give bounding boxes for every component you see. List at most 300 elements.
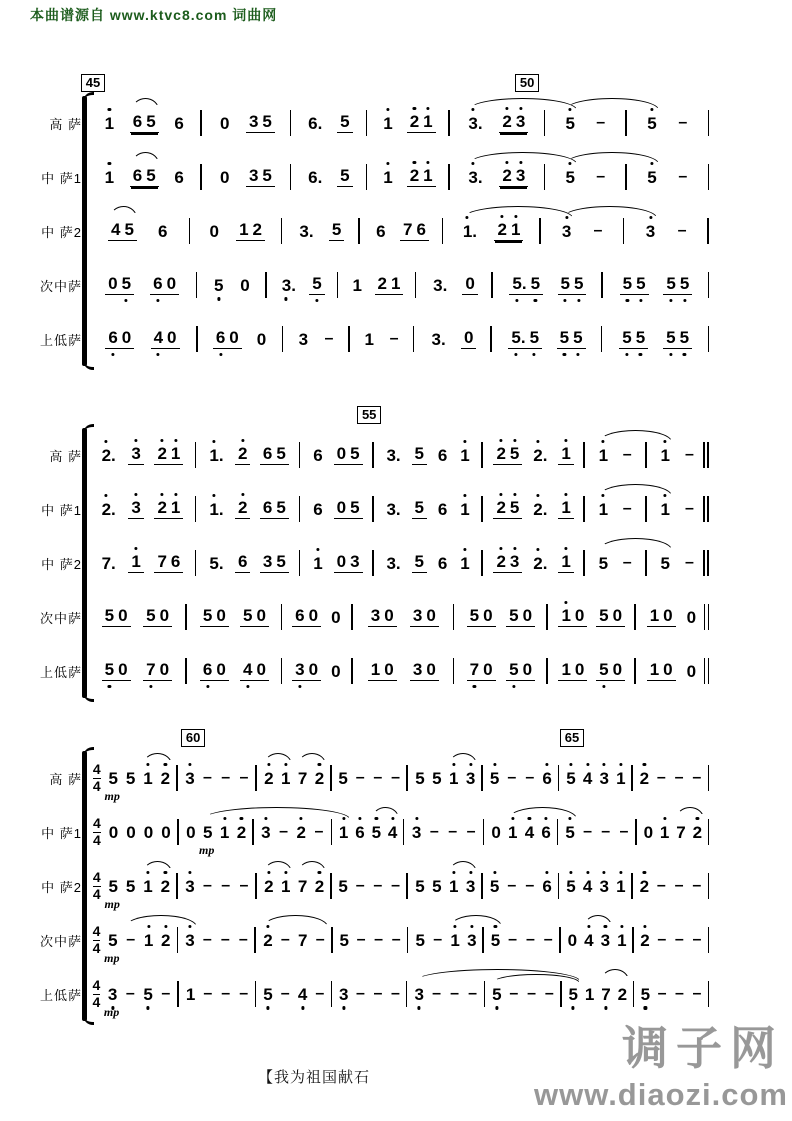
note: 6	[416, 220, 426, 239]
beamed-note-group	[506, 661, 535, 681]
note: 5	[488, 770, 501, 787]
note: 3.	[433, 275, 448, 295]
note: 3.	[386, 553, 401, 573]
measure	[454, 644, 548, 698]
beamed-note-group	[596, 607, 625, 627]
note: 2	[236, 499, 249, 516]
beamed-note-group	[246, 113, 275, 133]
rest-dash: –	[220, 931, 230, 948]
note: 0	[166, 274, 177, 293]
note: 0	[220, 113, 230, 133]
octave-dot-above	[463, 440, 466, 443]
dynamic-marking: mp	[199, 842, 215, 857]
octave-dot-below	[514, 353, 517, 356]
note: 3.	[386, 445, 401, 465]
time-signature	[93, 870, 101, 902]
rest-dash: –	[450, 985, 460, 1002]
beamed-note-group	[260, 499, 289, 519]
note: 2	[500, 113, 513, 130]
measure	[291, 96, 367, 150]
beamed-note-group	[329, 221, 344, 241]
staff-row	[87, 913, 709, 967]
rest-dash: –	[373, 769, 383, 786]
note: 3.	[299, 221, 314, 241]
beamed-note-group	[506, 607, 535, 627]
staff-label: 高 萨	[49, 448, 82, 464]
note: 5	[563, 824, 576, 841]
staff-label-column	[28, 406, 82, 698]
note: 0	[686, 661, 697, 681]
barline	[707, 442, 709, 468]
system-rows	[87, 74, 709, 366]
beamed-note-group	[499, 167, 528, 187]
measure	[87, 204, 190, 258]
beamed-note-group	[128, 553, 143, 573]
final-double-barline	[704, 658, 706, 684]
time-signature-numerator: 4	[92, 923, 101, 940]
measure	[87, 96, 202, 150]
note: 0	[483, 606, 493, 625]
octave-dot-below	[602, 685, 605, 688]
measure	[87, 590, 187, 644]
note: 5	[599, 606, 609, 625]
staff-row	[87, 644, 709, 698]
rest-dash: –	[601, 823, 611, 840]
note: 5	[146, 112, 156, 131]
staff-label: 中 萨2	[41, 224, 82, 240]
note: 0	[574, 660, 585, 679]
octave-dot-above	[147, 925, 150, 928]
octave-dot-above	[494, 925, 497, 928]
octave-dot-above	[264, 817, 267, 820]
staff-row	[87, 150, 709, 204]
staff-label: 上低萨	[39, 987, 82, 1003]
note: 5	[338, 876, 348, 896]
time-signature	[93, 762, 101, 794]
octave-dot-above	[164, 925, 167, 928]
measure	[267, 258, 339, 312]
note: 5	[469, 606, 480, 625]
staff-label: 中 萨1	[41, 502, 82, 518]
barline	[708, 765, 710, 791]
note: 1	[185, 984, 196, 1004]
measure	[485, 967, 561, 1021]
note: 6	[540, 770, 553, 787]
staff-label: 中 萨1	[41, 825, 82, 841]
beamed-note-group	[260, 553, 289, 573]
measure	[178, 859, 257, 913]
beamed-note-group	[150, 275, 179, 295]
note: 1	[370, 660, 381, 679]
octave-dot-above	[415, 817, 418, 820]
note: 1	[337, 824, 350, 841]
beamed-note-group	[105, 329, 134, 349]
note: 6	[437, 499, 448, 519]
beamed-note-group	[493, 553, 522, 573]
beamed-note-group	[493, 499, 522, 519]
measure	[178, 751, 257, 805]
system-rows	[87, 729, 709, 1021]
measure	[87, 258, 197, 312]
note: 0	[240, 275, 250, 295]
rest-dash: –	[544, 985, 554, 1002]
note: 5	[146, 606, 156, 625]
note: 5	[104, 606, 115, 625]
rest-dash: –	[429, 823, 439, 840]
note: 5.	[510, 275, 528, 292]
note: 2	[159, 878, 172, 895]
note: 2	[262, 878, 275, 895]
octave-dot-below	[149, 685, 152, 688]
octave-dot-above	[514, 215, 517, 218]
note: 3	[350, 552, 360, 571]
octave-dot-below	[604, 1006, 607, 1009]
note: 2	[155, 445, 168, 462]
octave-dot-above	[536, 440, 539, 443]
beamed-note-group	[105, 275, 134, 295]
note: 5	[563, 169, 576, 186]
note: 0	[126, 822, 136, 842]
rest-dash: –	[374, 931, 384, 948]
measure	[545, 96, 626, 150]
note: 0	[663, 660, 673, 679]
octave-dot-above	[454, 925, 457, 928]
octave-dot-above	[650, 108, 653, 111]
note: 3	[183, 878, 196, 895]
note: 0	[483, 660, 493, 679]
octave-dot-below	[111, 353, 114, 356]
note: 5	[664, 275, 677, 292]
note: 5	[415, 930, 425, 950]
note: 1	[103, 115, 116, 132]
note: 6	[157, 221, 168, 241]
measure	[257, 751, 332, 805]
octave-dot-above	[650, 162, 653, 165]
measure	[404, 805, 484, 859]
note: 0	[256, 660, 266, 679]
note: 3	[129, 445, 142, 462]
note: 1	[141, 878, 154, 895]
rest-dash: –	[356, 931, 366, 948]
beamed-note-group	[292, 607, 321, 627]
octave-dot-above	[426, 161, 429, 164]
rest-dash: –	[203, 877, 212, 894]
beamed-note-group	[407, 167, 436, 187]
barline	[708, 326, 710, 352]
rest-dash: –	[583, 823, 592, 840]
beamed-note-group	[663, 329, 692, 349]
octave-dot-below	[473, 685, 476, 688]
measure	[179, 967, 256, 1021]
octave-dot-below	[669, 353, 672, 356]
measure	[87, 805, 179, 859]
note: 6	[437, 553, 448, 573]
note: 1	[597, 447, 610, 464]
note: 1	[447, 770, 460, 787]
rest-dash: –	[239, 769, 249, 786]
note: 3.	[466, 115, 484, 132]
measure	[179, 805, 254, 859]
rest-dash: –	[525, 769, 535, 786]
note: 5 mp	[104, 930, 120, 965]
measure	[196, 482, 300, 536]
note: 1	[169, 445, 182, 462]
note: 1	[659, 447, 672, 464]
measure	[353, 590, 454, 644]
beamed-note-group	[337, 167, 352, 187]
beamed-note-group	[334, 553, 363, 573]
measure	[332, 751, 408, 805]
rest-dash: –	[391, 877, 400, 894]
rest-dash: –	[678, 114, 688, 131]
measure	[585, 428, 647, 482]
beamed-note-group	[102, 607, 131, 627]
octave-dot-above	[108, 108, 111, 111]
measure	[548, 590, 636, 644]
note: 1	[559, 445, 572, 462]
beamed-note-group	[235, 553, 250, 573]
note: 1	[458, 447, 471, 464]
measure	[561, 913, 634, 967]
measure	[198, 312, 283, 366]
measure	[300, 428, 373, 482]
octave-dot-above	[603, 871, 606, 874]
dynamic-marking: mp	[103, 1004, 120, 1019]
staff-label: 高 萨	[49, 771, 82, 787]
note: 7	[403, 220, 413, 239]
measure	[548, 644, 636, 698]
staff-system	[28, 406, 712, 698]
measure	[291, 150, 367, 204]
beamed-note-group	[154, 445, 183, 465]
note: 4	[241, 661, 254, 678]
note: 5	[243, 606, 253, 625]
measure-number-box: 65	[560, 729, 584, 747]
note: 4	[523, 824, 536, 841]
rest-dash: –	[239, 985, 249, 1002]
measure	[454, 590, 548, 644]
measure-number-box: 55	[357, 406, 381, 424]
measure	[647, 428, 709, 482]
octave-dot-above	[603, 763, 606, 766]
beamed-note-group	[151, 329, 180, 349]
dynamic-marking: mp	[104, 788, 120, 803]
measure	[87, 751, 178, 805]
staff-row	[87, 590, 709, 644]
octave-dot-above	[471, 162, 474, 165]
note: 5	[276, 444, 286, 463]
barline	[707, 550, 709, 576]
octave-dot-below	[669, 299, 672, 302]
note: 3	[259, 824, 272, 841]
note: 2.	[531, 555, 549, 572]
staff-label: 中 萨1	[41, 170, 82, 186]
note: 1	[381, 169, 394, 186]
measure	[87, 536, 196, 590]
octave-dot-above	[188, 763, 191, 766]
beamed-note-group	[368, 607, 397, 627]
beamed-note-group	[292, 661, 321, 681]
staff-row	[87, 482, 709, 536]
beamed-note-group	[558, 445, 573, 465]
rest-dash: –	[315, 985, 325, 1002]
octave-dot-above	[164, 763, 167, 766]
staff-system	[28, 729, 712, 1021]
measure	[202, 96, 292, 150]
measure	[257, 859, 332, 913]
note: 7	[599, 986, 612, 1003]
note: 5	[563, 115, 576, 132]
final-double-barline	[703, 442, 705, 468]
note: 4	[581, 770, 594, 787]
note: 3	[413, 986, 426, 1003]
note: 3	[412, 660, 423, 679]
octave-dot-above	[375, 817, 378, 820]
note: 4	[581, 878, 594, 895]
beamed-note-group	[558, 553, 573, 573]
note: 5	[338, 768, 348, 788]
measure	[483, 859, 559, 913]
rest-dash: –	[239, 877, 249, 894]
note: 5 mp	[199, 822, 215, 857]
beamed-note-group	[154, 553, 183, 573]
measure	[367, 150, 449, 204]
rest-dash: –	[677, 222, 687, 239]
octave-dot-above	[212, 494, 215, 497]
measure	[636, 644, 709, 698]
octave-dot-above	[602, 440, 605, 443]
note: 5 mp	[104, 768, 120, 803]
beamed-note-group	[108, 221, 137, 241]
note: 1	[279, 878, 292, 895]
note: 0	[209, 221, 219, 241]
note: 1	[649, 606, 660, 625]
beamed-note-group	[494, 221, 523, 241]
note: 5	[124, 220, 134, 239]
rest-dash: –	[692, 931, 702, 948]
note: 0	[384, 606, 394, 625]
measure	[87, 428, 196, 482]
time-signature-denominator: 4	[92, 777, 101, 794]
note: 6.	[308, 113, 323, 133]
note: 5	[509, 606, 519, 625]
note: 1	[364, 329, 374, 349]
note: 2	[377, 274, 388, 293]
note: 0	[308, 606, 319, 625]
note: 1	[381, 115, 394, 132]
octave-dot-below	[683, 299, 686, 302]
measure-number-strip	[87, 729, 709, 751]
octave-dot-below	[157, 353, 160, 356]
measure-number-strip	[87, 406, 709, 428]
note: 5	[146, 166, 156, 185]
note: 4	[386, 824, 399, 841]
measure	[450, 150, 546, 204]
octave-dot-above	[104, 494, 107, 497]
octave-dot-above	[620, 925, 623, 928]
rest-dash: –	[622, 446, 632, 463]
note: 0	[216, 606, 226, 625]
octave-dot-below	[246, 685, 249, 688]
note: 3	[514, 167, 527, 184]
note: 6	[437, 445, 448, 465]
measure	[333, 913, 408, 967]
note: 6	[540, 878, 553, 895]
staff-label: 中 萨2	[41, 556, 82, 572]
song-title-caption: 【我为祖国献石	[258, 1069, 371, 1086]
octave-dot-below	[108, 685, 111, 688]
rest-dash: –	[593, 222, 603, 239]
octave-dot-below	[217, 297, 220, 300]
rest-dash: –	[675, 985, 684, 1002]
note: 5	[529, 275, 542, 292]
rest-dash: –	[161, 985, 171, 1002]
note: 1	[447, 878, 460, 895]
note: 5	[559, 275, 572, 292]
note: 5	[414, 498, 424, 517]
note: 7	[297, 768, 308, 788]
measure	[493, 258, 603, 312]
note: 5	[660, 553, 670, 573]
note: 1	[279, 770, 292, 787]
barline	[708, 110, 710, 136]
octave-dot-above	[619, 763, 622, 766]
staff-label: 中 萨2	[41, 879, 82, 895]
time-signature-numerator: 4	[92, 761, 101, 778]
note: 1	[458, 555, 471, 572]
beamed-note-group	[493, 445, 522, 465]
measure	[634, 967, 709, 1021]
note: 6	[313, 499, 323, 519]
note: 0	[220, 167, 230, 187]
octave-dot-below	[577, 299, 580, 302]
note: 2	[500, 167, 513, 184]
measure	[87, 644, 187, 698]
measure	[87, 312, 198, 366]
octave-dot-above	[500, 493, 503, 496]
note: 3	[412, 606, 423, 625]
beamed-note-group	[143, 661, 172, 681]
rest-dash: –	[685, 500, 694, 517]
measure-number-strip	[87, 74, 709, 96]
note: 1	[506, 824, 519, 841]
note: 6	[151, 275, 164, 292]
beamed-note-group	[337, 113, 352, 133]
measure	[585, 482, 647, 536]
note: 0	[522, 660, 533, 679]
rest-dash: –	[324, 330, 334, 347]
octave-dot-above	[587, 925, 590, 928]
measure	[374, 482, 483, 536]
octave-dot-above	[386, 108, 389, 111]
note: 3	[514, 113, 527, 130]
note: 2.	[100, 501, 118, 518]
octave-dot-above	[146, 763, 149, 766]
note: 5	[639, 986, 652, 1003]
note: 5	[634, 329, 647, 346]
octave-dot-above	[565, 216, 568, 219]
measure	[647, 536, 709, 590]
octave-dot-above	[528, 817, 531, 820]
octave-dot-below	[495, 1006, 498, 1009]
note: 5	[645, 115, 658, 132]
note: 4	[152, 329, 165, 346]
note: 2	[494, 499, 507, 516]
octave-dot-below	[285, 297, 288, 300]
note: 3	[598, 770, 611, 787]
measure	[187, 590, 282, 644]
rest-dash: –	[657, 931, 667, 948]
